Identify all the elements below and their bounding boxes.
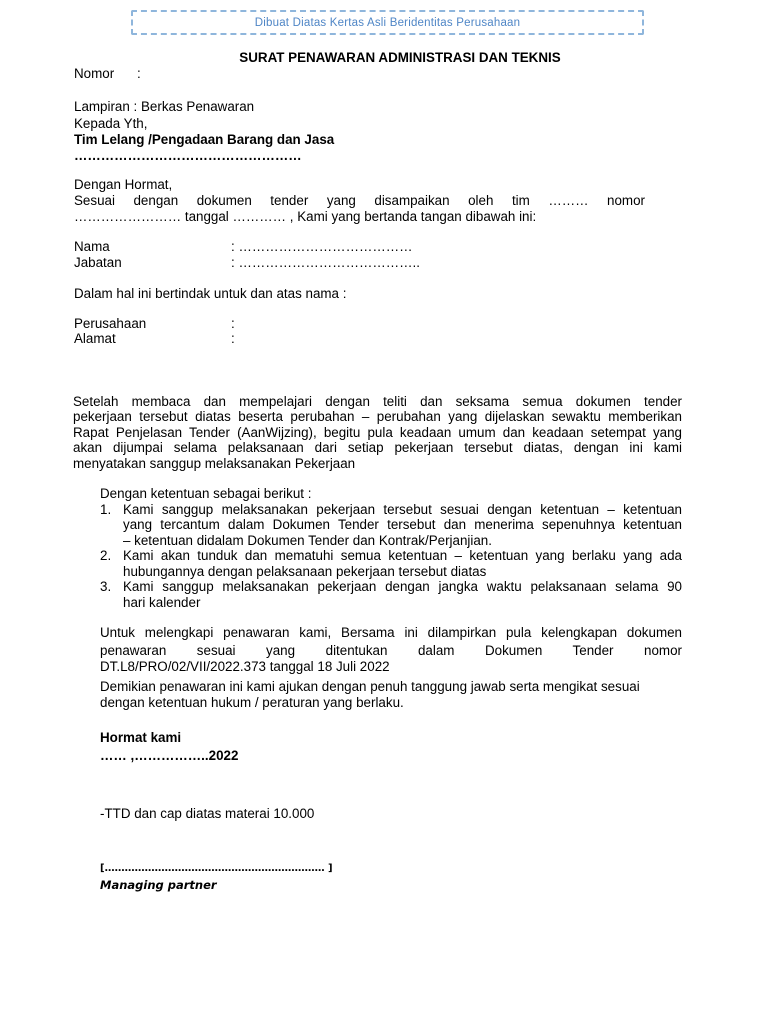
nomor-label: Nomor bbox=[74, 66, 115, 81]
para2-line-3: DT.L8/PRO/02/VII/2022.373 tanggal 18 Juli 2022 bbox=[100, 659, 390, 674]
para2-line-2: penawaran sesuai yang ditentukan dalam Dokumen Tender nomor bbox=[100, 643, 682, 658]
para3-line-2: dengan ketentuan hukum / peraturan yang berlaku. bbox=[100, 695, 404, 710]
condition-1-line-1: Kami sanggup melaksanakan pekerjaan tersebut sesuai dengan ketentuan – ketentuan bbox=[123, 502, 682, 517]
condition-number: 2. bbox=[100, 548, 112, 563]
lampiran-line: Lampiran : Berkas Penawaran bbox=[74, 99, 255, 114]
closing-greeting: Hormat kami bbox=[100, 730, 182, 745]
para3-line-1: Demikian penawaran ini kami ajukan dengan penuh tanggung jawab serta mengikat sesuai bbox=[100, 679, 640, 694]
field-value-nama: : ………………………………… bbox=[231, 239, 413, 254]
signature-role: Managing partner bbox=[100, 878, 217, 892]
signature-note: -TTD dan cap diatas materai 10.000 bbox=[100, 806, 315, 821]
condition-1-line-3: – ketentuan didalam Dokumen Tender dan Kontrak/Perjanjian. bbox=[123, 533, 492, 548]
recipient-dots: …………………………………………… bbox=[74, 148, 302, 163]
condition-3-line-1: Kami sanggup melaksanakan pekerjaan dengan jangka waktu pelaksanaan selama 90 bbox=[123, 579, 682, 594]
condition-2-line-1: Kami akan tunduk dan mematuhi semua ketentuan – ketentuan yang berlaku yang ada bbox=[123, 548, 682, 563]
field-label-nama: Nama bbox=[74, 239, 110, 254]
letter-title: SURAT PENAWARAN ADMINISTRASI DAN TEKNIS bbox=[239, 50, 561, 65]
kepada-line: Kepada Yth, bbox=[74, 116, 148, 131]
field-label-alamat: Alamat bbox=[74, 331, 116, 346]
recipient-name: Tim Lelang /Pengadaan Barang dan Jasa bbox=[74, 132, 335, 147]
condition-2-line-2: hubungannya dengan pelaksanaan pekerjaan tersebut diatas bbox=[123, 564, 487, 579]
field-label-perusahaan: Perusahaan bbox=[74, 316, 147, 331]
para2-line-1: Untuk melengkapi penawaran kami, Bersama ini dilampirkan pula kelengkapan dokumen bbox=[100, 625, 682, 640]
condition-1-line-2: yang tercantum dalam Dokumen Tender tersebut dan menerima sepenuhnya ketentuan bbox=[123, 517, 682, 532]
intro-line-2: …………………… tanggal ………… , Kami yang bertanda tangan dibawah ini: bbox=[74, 209, 537, 224]
para1-line-3: Rapat Penjelasan Tender (AanWijzing), begitu pula keadaan umum dan keadaan setempat yang bbox=[73, 425, 682, 440]
para1-line-2: pekerjaan tersebut diatas beserta perubahan – perubahan yang dijelaskan sewaktu memberikan bbox=[73, 409, 682, 424]
intro-line-1: Sesuai dengan dokumen tender yang disampaikan oleh tim ……… nomor bbox=[74, 193, 645, 208]
signature-line: [………………………………………………………… ] bbox=[100, 863, 333, 874]
field-value-jabatan: : ………………………………….. bbox=[231, 255, 420, 270]
field-label-jabatan: Jabatan bbox=[74, 255, 122, 270]
place-date: …… ,……………..2022 bbox=[100, 748, 239, 763]
conditions-intro: Dengan ketentuan sebagai berikut : bbox=[100, 486, 312, 501]
salutation: Dengan Hormat, bbox=[74, 177, 173, 192]
para1-line-5: menyatakan sanggup melaksanakan Pekerjaan bbox=[73, 456, 356, 471]
nomor-colon: : bbox=[137, 66, 141, 81]
para1-line-4: akan dijumpai selama pelaksanaan dari setiap pekerjaan tersebut diatas, dengan ini kami bbox=[73, 440, 682, 455]
condition-3-line-2: hari kalender bbox=[123, 595, 201, 610]
para1-line-1: Setelah membaca dan mempelajari dengan teliti dan seksama semua dokumen tender bbox=[73, 394, 682, 409]
condition-number: 3. bbox=[100, 579, 112, 594]
letterhead-notice-banner: Dibuat Diatas Kertas Asli Beridentitas Perusahaan bbox=[131, 10, 644, 35]
field-value-alamat: : bbox=[231, 331, 235, 346]
acting-statement: Dalam hal ini bertindak untuk dan atas nama : bbox=[74, 286, 347, 301]
field-value-perusahaan: : bbox=[231, 316, 235, 331]
condition-number: 1. bbox=[100, 502, 112, 517]
